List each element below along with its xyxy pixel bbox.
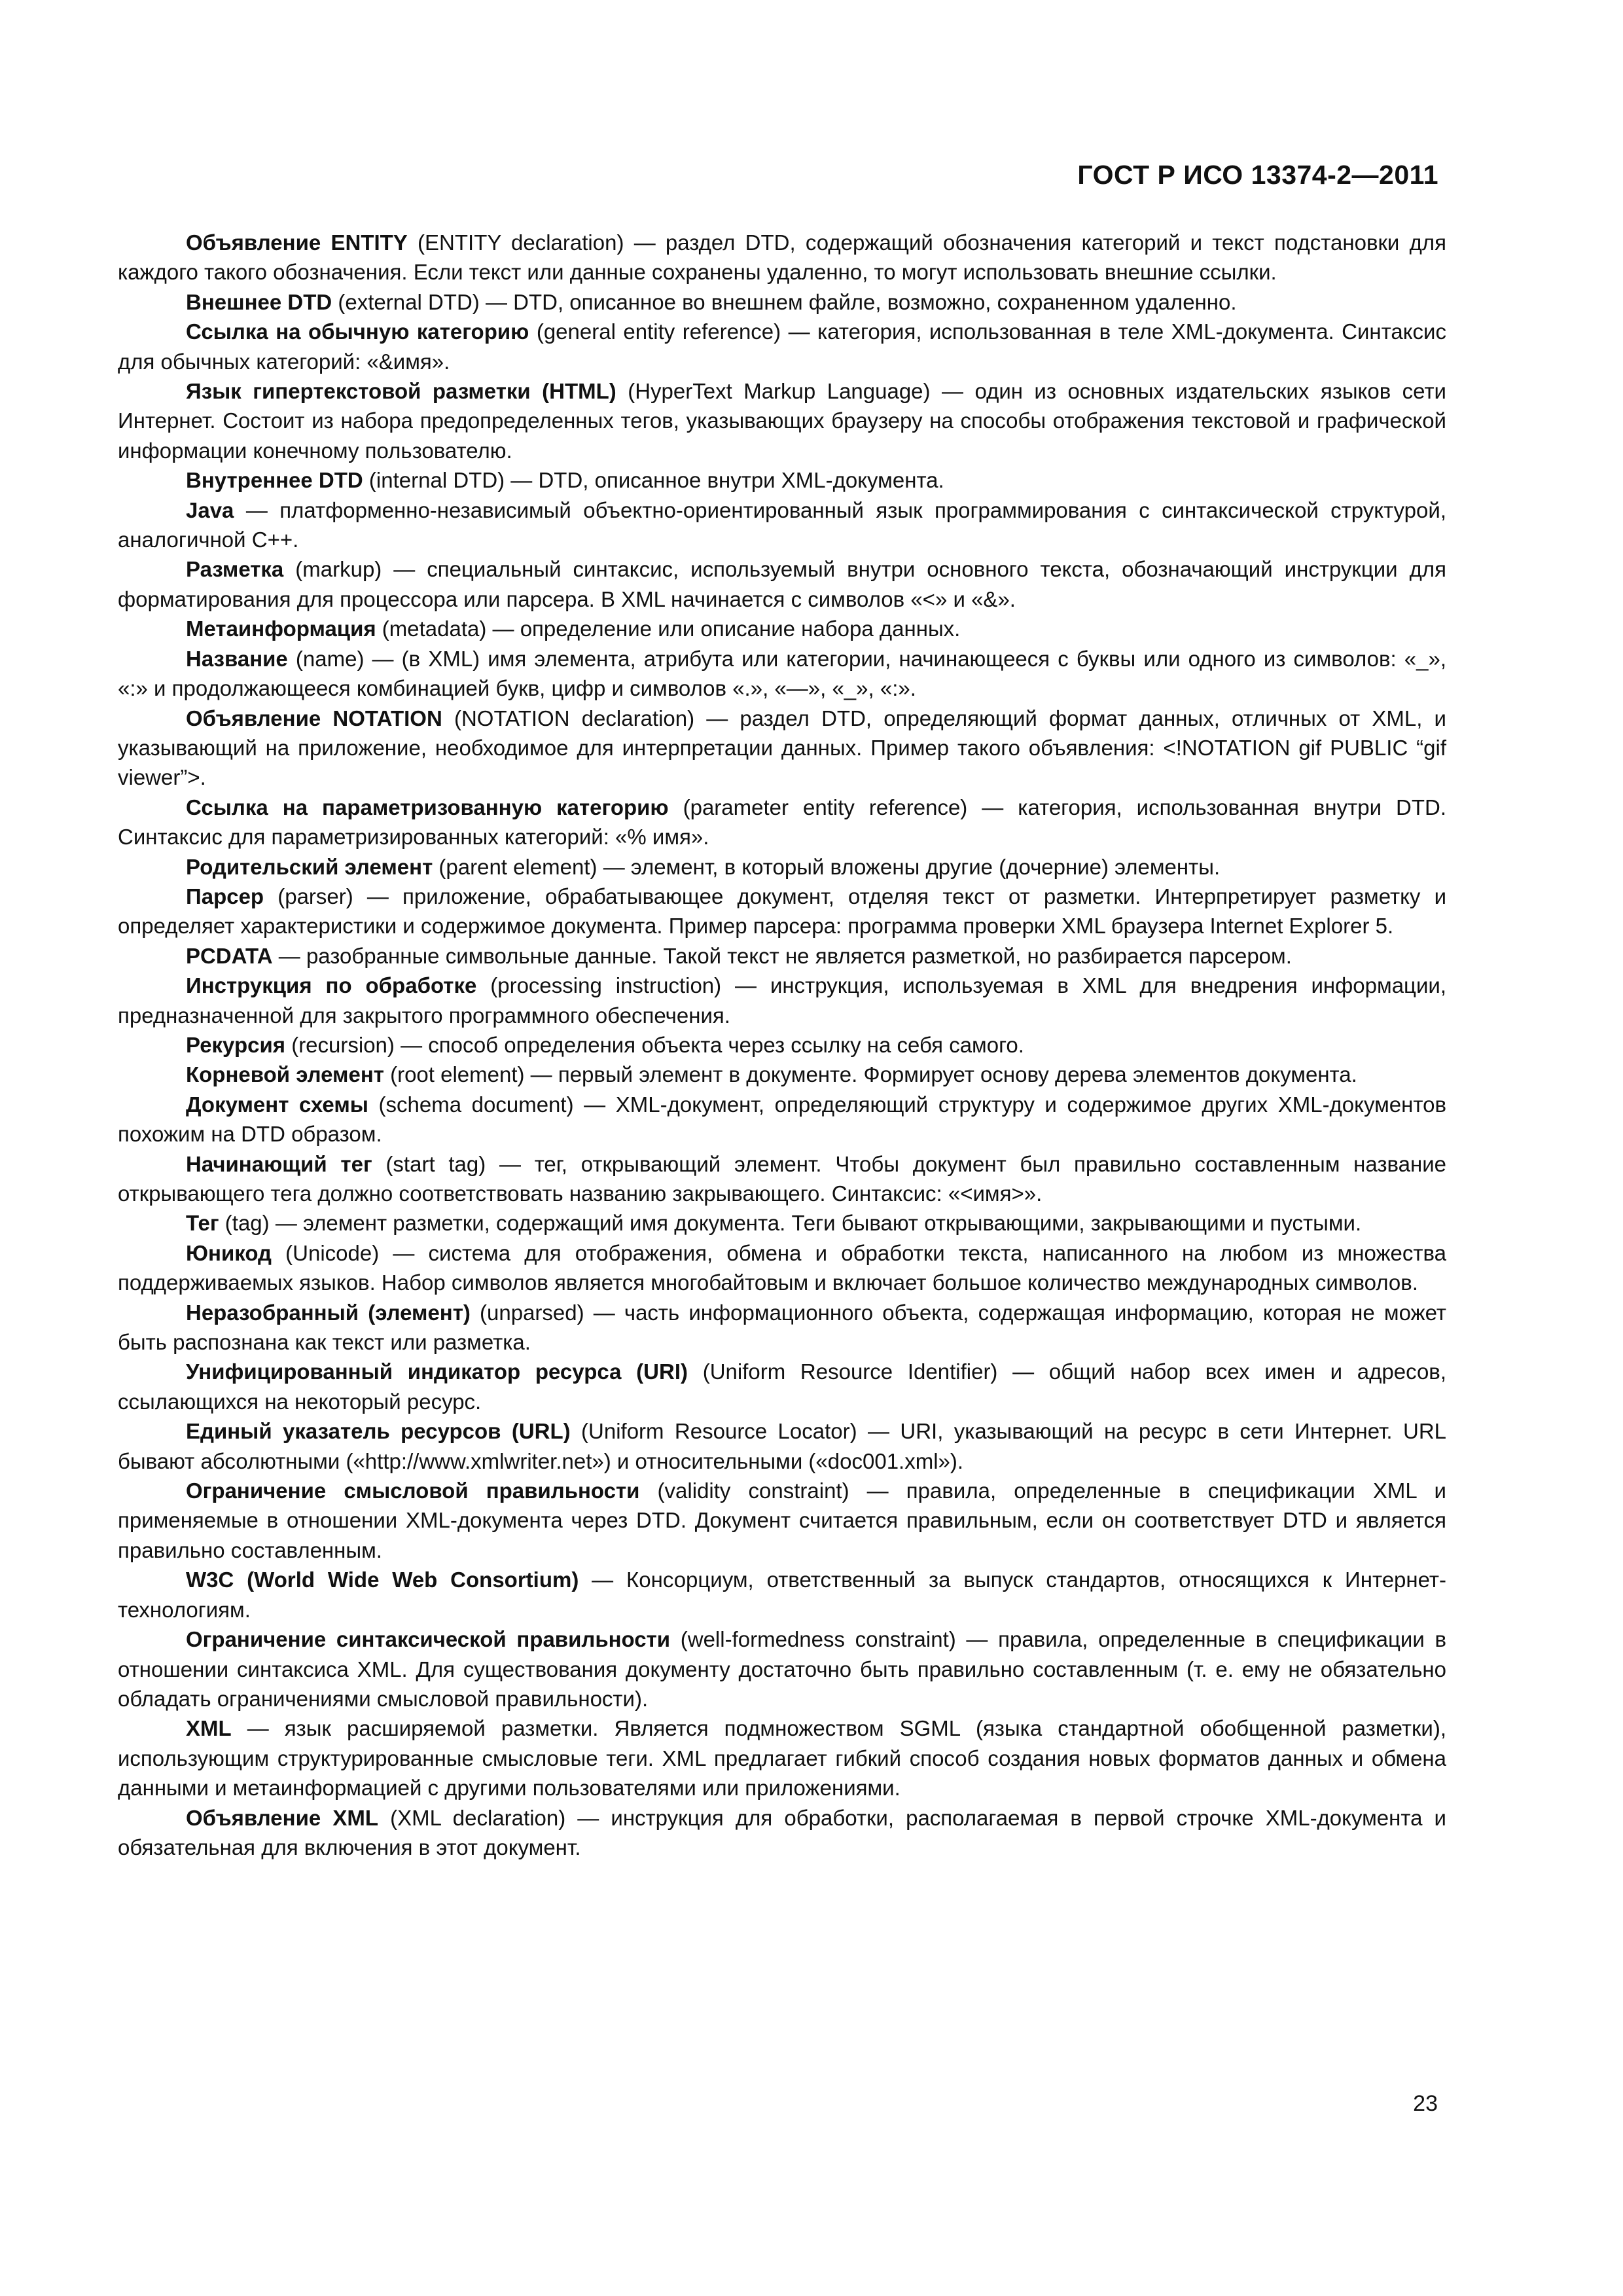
glossary-definition: (Unicode) — система для отображения, обмена и обработки текста, написанного на любом из множества поддерживаемых языков. Набор символов является многобайтовым и включает большое количество международных символов. — [118, 1240, 1446, 1295]
glossary-entry — [118, 882, 1446, 941]
glossary-definition: (name) — (в XML) имя элемента, атрибута или категории, начинающееся с буквы или одного из символов: «_», «:» и продолжающееся комбинацией букв, цифр и символов «.», «—», «_», «:». — [118, 646, 1446, 701]
glossary-entry — [118, 971, 1446, 1030]
glossary-entry — [118, 228, 1446, 287]
glossary-term: Парсер — [186, 884, 264, 908]
glossary-definition: (HyperText Markup Language) — один из основных издательских языков сети Интернет. Состоит из набора предопределенных тегов, указывающих браузеру на способы отображения текстовой и графической информации конечному пользователю. — [118, 379, 1446, 463]
glossary-entry — [118, 1090, 1446, 1149]
glossary-entry — [118, 1208, 1446, 1238]
glossary-entry — [118, 317, 1446, 376]
glossary-definition: (external DTD) — DTD, описанное во внешнем файле, возможно, сохраненном удаленно. — [332, 289, 1237, 314]
glossary-definition: (Uniform Resource Locator) — URI, указывающий на ресурс в сети Интернет. URL бывают абсолютными («http://www.xmlwriter.net») и относительными («doc001.xml»). — [118, 1419, 1447, 1473]
glossary-term: Название — [186, 646, 288, 671]
glossary-entry — [118, 1238, 1446, 1298]
glossary-entry — [118, 793, 1446, 852]
glossary-definition: (validity constraint) — правила, определенные в спецификации XML и применяемые в отношении XML-документа через DTD. Документ считается правильным, если он соответствует DTD и является правильно составленным. — [118, 1479, 1446, 1562]
glossary-definition: (parameter entity reference) — категория, использованная внутри DTD. Синтаксис для параметризированных категорий: «% имя». — [118, 795, 1446, 850]
glossary-entry — [118, 1476, 1446, 1565]
glossary-entry — [118, 1298, 1446, 1357]
glossary-term: Рекурсия — [186, 1032, 286, 1057]
glossary-term: Тег — [186, 1211, 219, 1236]
glossary-definition: (tag) — элемент разметки, содержащий имя документа. Теги бывают открывающими, закрывающими и пустыми. — [219, 1211, 1362, 1236]
glossary-term: XML — [186, 1716, 232, 1741]
glossary-term: Корневой элемент — [186, 1062, 384, 1087]
glossary-entry — [118, 1060, 1446, 1089]
glossary-entry — [118, 1357, 1446, 1416]
glossary-definition: (XML declaration) — инструкция для обработки, располагаемая в первой строчке XML-документа и обязательная для включения в этот документ. — [118, 1805, 1446, 1859]
glossary-definition: (Uniform Resource Identifier) — общий набор всех имен и адресов, ссылающихся на некоторый ресурс. — [118, 1359, 1446, 1414]
glossary-entry — [118, 495, 1446, 555]
glossary-term: Метаинформация — [186, 617, 376, 641]
glossary-definition: (unparsed) — часть информационного объекта, содержащая информацию, которая не может быть распознана как текст или разметка. — [118, 1300, 1446, 1355]
glossary-definition: (root element) — первый элемент в документе. Формирует основу дерева элементов документа. — [383, 1062, 1357, 1087]
glossary-term: Объявление NOTATION — [186, 706, 442, 730]
glossary-definition: (internal DTD) — DTD, описанное внутри XML-документа. — [363, 468, 944, 493]
glossary-definition: (parent element) — элемент, в который вложены другие (дочерние) элементы. — [433, 854, 1221, 879]
glossary-definition: — Консорциум, ответственный за выпуск стандартов, относящихся к Интернет-технологиям. — [118, 1568, 1446, 1622]
glossary-definition: (NOTATION declaration) — раздел DTD, определяющий формат данных, отличных от XML, и указывающий на приложение, необходимое для интерпретации данных. Пример такого объявления: <!NOTATION gif PUBLIC “gif viewer”>. — [118, 706, 1446, 790]
glossary-term: Ссылка на параметризованную категорию — [186, 795, 669, 819]
glossary-term: Инструкция по обработке — [186, 973, 477, 998]
page-number: 23 — [1413, 2091, 1438, 2116]
glossary-term: PCDATA — [186, 943, 273, 968]
glossary-definition: — платформенно-независимый объектно-ориентированный язык программирования с синтаксической структурой, аналогичной С++. — [118, 497, 1446, 552]
glossary-entry — [118, 1149, 1446, 1209]
glossary-entry — [118, 614, 1446, 643]
glossary-term: Внешнее DTD — [186, 289, 332, 314]
glossary-entry — [118, 1030, 1446, 1060]
glossary-term: Java — [186, 497, 234, 522]
glossary-definition: (metadata) — определение или описание набора данных. — [376, 617, 961, 641]
glossary-body — [118, 228, 1446, 1862]
glossary-entry — [118, 554, 1446, 614]
glossary-entry — [118, 704, 1446, 793]
glossary-term: Начинающий тег — [186, 1151, 372, 1176]
glossary-definition: (well-formedness constraint) — правила, определенные в спецификации в отношении синтаксиса XML. Для существования документу достаточно быть правильно составленным (т. е. ему не обязательно обладать ограничениями смысловой правильности). — [118, 1627, 1446, 1711]
glossary-entry — [118, 465, 1446, 495]
glossary-entry — [118, 1713, 1446, 1803]
glossary-term: Язык гипертекстовой разметки (HTML) — [186, 379, 616, 404]
glossary-definition: (general entity reference) — категория, использованная в теле XML-документа. Синтаксис для обычных категорий: «&имя». — [118, 319, 1446, 374]
glossary-term: Ссылка на обычную категорию — [186, 319, 529, 344]
glossary-definition: — разобранные символьные данные. Такой текст не является разметкой, но разбирается парсером. — [272, 943, 1292, 968]
glossary-definition: (recursion) — способ определения объекта через ссылку на себя самого. — [285, 1032, 1024, 1057]
standard-designation: ГОСТ Р ИСО 13374-2—2011 — [1077, 160, 1438, 190]
glossary-definition: (markup) — специальный синтаксис, используемый внутри основного текста, обозначающий инструкции для форматирования для процессора или парсера. В XML начинается с символов «<» и «&». — [118, 557, 1446, 611]
glossary-term: Родительский элемент — [186, 854, 433, 879]
glossary-definition: — язык расширяемой разметки. Является подмножеством SGML (языка стандартной обобщенной разметки), использующим структурированные смысловые теги. XML предлагает гибкий способ создания новых форматов данных и обмена данными и метаинформацией с другими пользователями или приложениями. — [118, 1716, 1446, 1801]
glossary-entry — [118, 1624, 1446, 1713]
glossary-entry — [118, 644, 1446, 704]
glossary-term: Ограничение смысловой правильности — [186, 1479, 640, 1503]
glossary-definition: (processing instruction) — инструкция, используемая в XML для внедрения информации, предназначенной для закрытого программного обеспечения. — [118, 973, 1446, 1028]
glossary-entry — [118, 1565, 1446, 1624]
glossary-term: Ограничение синтаксической правильности — [186, 1627, 671, 1652]
glossary-entry — [118, 941, 1446, 971]
glossary-definition: (schema document) — XML-документ, определяющий структуру и содержимое других XML-документов похожим на DTD образом. — [118, 1092, 1446, 1147]
glossary-term: Разметка — [186, 557, 284, 582]
glossary-definition: (parser) — приложение, обрабатывающее документ, отделяя текст от разметки. Интерпретирует разметку и определяет характеристики и содержимое документа. Пример парсера: программа проверки XML браузера Internet Explorer 5. — [118, 884, 1446, 939]
glossary-entry — [118, 1416, 1446, 1476]
glossary-term: Неразобранный (элемент) — [186, 1300, 471, 1325]
glossary-definition: (start tag) — тег, открывающий элемент. Чтобы документ был правильно составленным название открывающего тега должно соответствовать названию закрывающего. Синтаксис: «<имя>». — [118, 1151, 1447, 1206]
glossary-entry — [118, 1803, 1446, 1863]
glossary-term: W3C (World Wide Web Consortium) — [186, 1568, 579, 1592]
glossary-term: Внутреннее DTD — [186, 468, 363, 493]
glossary-term: Единый указатель ресурсов (URL) — [186, 1419, 571, 1444]
glossary-entry — [118, 376, 1446, 465]
glossary-term: Юникод — [186, 1240, 272, 1265]
glossary-term: Объявление XML — [186, 1805, 378, 1830]
glossary-term: Унифицированный индикатор ресурса (URI) — [186, 1359, 688, 1384]
glossary-term: Документ схемы — [186, 1092, 368, 1117]
glossary-entry — [118, 852, 1446, 882]
glossary-definition: (ENTITY declaration) — раздел DTD, содержащий обозначения категорий и текст подстановки для каждого такого обозначения. Если текст или данные сохранены удаленно, то могут использовать внешние ссылки. — [118, 230, 1446, 285]
glossary-entry — [118, 287, 1446, 317]
glossary-term: Объявление ENTITY — [186, 230, 408, 255]
